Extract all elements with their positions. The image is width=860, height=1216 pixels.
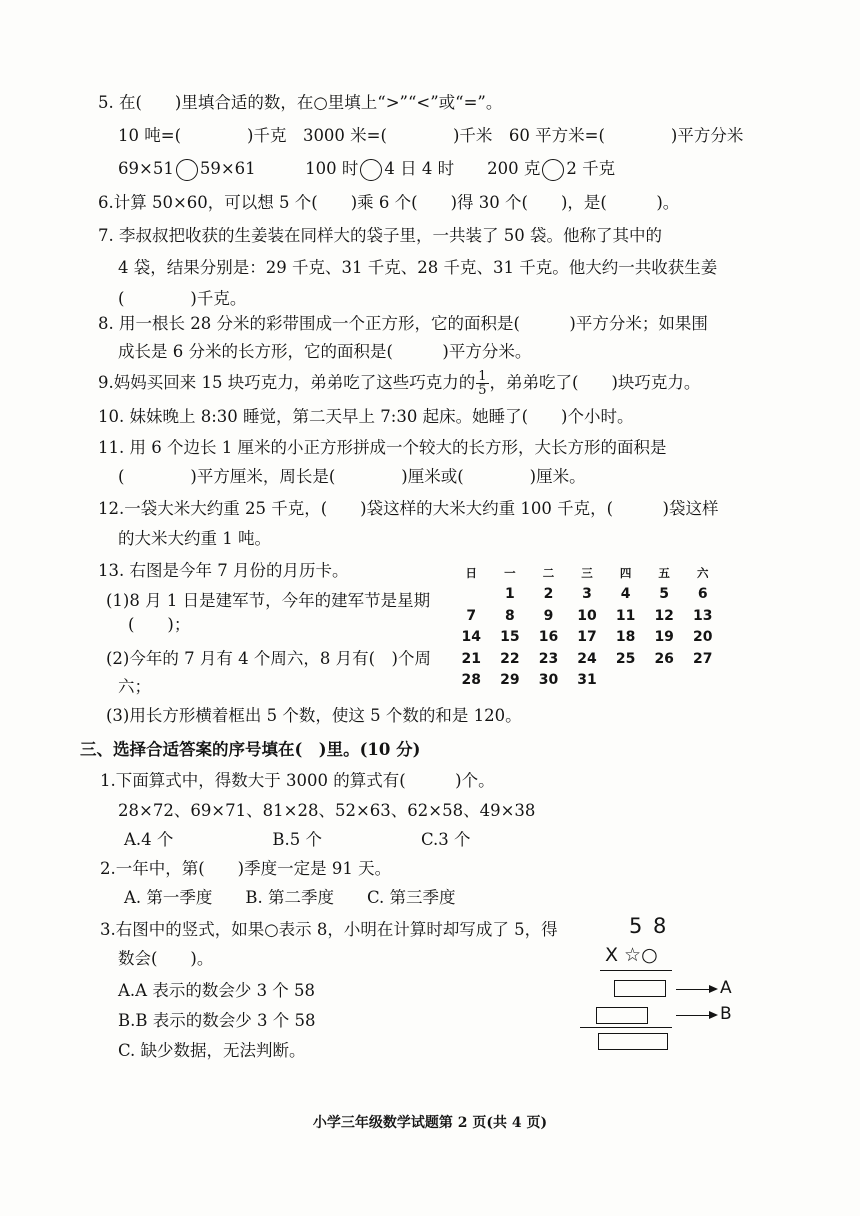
calendar-day: 6 — [697, 586, 708, 603]
q5-cmp-1: 69×51 — [118, 159, 174, 178]
calendar-day: 26 — [654, 650, 674, 667]
q6: 6.计算 50×60，可以想 5 个( )乘 6 个( )得 30 个( )，是( )。 — [98, 193, 680, 212]
calendar-day: 25 — [615, 650, 636, 667]
calendar-day: 24 — [577, 650, 597, 667]
q9-text-post: ，弟弟吃了( )块巧克力。 — [489, 373, 701, 392]
weekday-label: 六 — [697, 565, 709, 580]
calendar-day: 17 — [577, 629, 597, 646]
q7-line-1: 7. 李叔叔把收获的生姜装在同样大的袋子里，一共装了 50 袋。他称了其中的 — [98, 226, 662, 245]
q8-line-2: 成长是 6 分米的长方形，它的面积是( )平方分米。 — [118, 342, 532, 361]
q5-title: 5. 在( )里填合适的数，在○里填上“>”“<”或“=”。 — [98, 93, 503, 112]
choice-1: 1.下面算式中，得数大于 3000 的算式有( )个。 — [100, 771, 495, 790]
q5-cmp-4: 2 千克 — [566, 159, 616, 178]
section-3-heading: 三、选择合适答案的序号填在( )里。(10 分) — [80, 740, 421, 759]
fraction-denominator: 5 — [478, 383, 487, 398]
choice-3-line-1: 3.右图中的竖式，如果○表示 8，小明在计算时却写成了 5，得 — [100, 920, 558, 939]
calendar-week-row — [452, 627, 722, 649]
calendar-day: 11 — [615, 607, 636, 624]
q13-title: 13. 右图是今年 7 月份的月历卡。 — [98, 561, 349, 580]
multiplier-row: X ☆○ — [605, 944, 658, 966]
calendar-day: 13 — [693, 607, 713, 624]
weekday-label: 三 — [581, 565, 593, 580]
calendar-week-row — [452, 584, 722, 606]
q7-line-3: ( )千克。 — [118, 289, 247, 308]
calendar-day: 4 — [620, 586, 631, 603]
q5-conversions: 10 吨=( )千克 3000 米=( )千米 60 平方米=( )平方分米 — [118, 126, 744, 145]
compare-circle-2[interactable] — [360, 159, 382, 181]
q11-line-2: ( )平方厘米，周长是( )厘米或( )厘米。 — [118, 467, 586, 486]
q13-part3: (3)用长方形横着框出 5 个数，使这 5 个数的和是 120。 — [106, 706, 522, 725]
weekday-label: 日 — [465, 565, 478, 580]
calendar-day: 7 — [466, 607, 477, 624]
q5-comparisons — [118, 158, 615, 181]
weekday-label: 四 — [619, 565, 632, 580]
product-box[interactable] — [598, 1033, 668, 1050]
calendar-day: 18 — [615, 629, 636, 646]
weekday-label: 五 — [658, 565, 670, 580]
calendar-day: 3 — [582, 586, 592, 603]
partial-product-a-box[interactable] — [614, 980, 666, 997]
calendar-day: 28 — [461, 672, 482, 689]
calendar-day: 22 — [500, 650, 520, 667]
choice-1-expressions: 28×72、69×71、81×28、52×63、62×58、49×38 — [118, 801, 536, 820]
q13-part1-line-1: (1)8 月 1 日是建军节，今年的建军节是星期 — [106, 591, 431, 610]
multiplicand-58: 5 8 — [629, 914, 669, 938]
q11-line-1: 11. 用 6 个边长 1 厘米的小正方形拼成一个较大的长方形，大长方形的面积是 — [98, 438, 667, 457]
calendar-day: 9 — [543, 607, 554, 624]
q9 — [98, 370, 700, 397]
calc-rule-1 — [600, 970, 672, 971]
q5-cmp-3: 4 日 4 时 200 克 — [384, 159, 541, 178]
calendar-weekday-row — [452, 562, 722, 584]
calendar-day: 27 — [693, 650, 713, 667]
q13-part2-line-1: (2)今年的 7 月有 4 个周六，8 月有( )个周 — [106, 649, 431, 668]
compare-circle-1[interactable] — [176, 159, 198, 181]
label-b: B — [720, 1004, 732, 1024]
q12-line-2: 的大米大约重 1 吨。 — [118, 529, 271, 548]
choice-3-option-b: B.B 表示的数会少 3 个 58 — [118, 1011, 316, 1030]
choice-2: 2.一年中，第( )季度一定是 91 天。 — [100, 859, 392, 878]
calendar-day: 5 — [659, 586, 670, 603]
q13-part2-line-2: 六； — [118, 677, 151, 696]
choice-1-options: A.4 个 B.5 个 C.3 个 — [124, 830, 471, 849]
choice-3-line-2: 数会( )。 — [118, 949, 214, 968]
calendar-week-row — [452, 648, 722, 670]
calendar-day: 1 — [504, 586, 515, 603]
q5-cmp-2: 59×61 100 时 — [199, 159, 359, 178]
q7-line-2: 4 袋，结果分别是：29 千克、31 千克、28 千克、31 千克。他大约一共收获生姜 — [118, 258, 718, 277]
calendar-day: 21 — [461, 650, 482, 667]
q12-line-1: 12.一袋大米大约重 25 千克，( )袋这样的大米大约重 100 千克，( )袋这样 — [98, 499, 719, 518]
calendar-day: 14 — [461, 629, 482, 646]
calendar-day: 15 — [500, 629, 520, 646]
weekday-label: 一 — [504, 565, 516, 580]
calendar-week-row — [452, 670, 722, 692]
label-a: A — [720, 978, 732, 998]
fraction-numerator: 1 — [478, 369, 487, 384]
calendar-day: 29 — [500, 672, 520, 689]
calendar-week-row — [452, 605, 722, 627]
july-calendar — [452, 562, 722, 691]
calendar-day: 10 — [577, 607, 597, 624]
calendar-day: 23 — [538, 650, 559, 667]
choice-3-option-c: C. 缺少数据，无法判断。 — [118, 1041, 306, 1060]
weekday-label: 二 — [542, 565, 555, 580]
arrow-right-icon — [676, 989, 716, 990]
compare-circle-3[interactable] — [542, 159, 564, 181]
calendar-day: 30 — [538, 672, 559, 689]
q10: 10. 妹妹晚上 8:30 睡觉，第二天早上 7:30 起床。她睡了( )个小时。 — [98, 407, 634, 426]
calendar-day: 8 — [504, 607, 515, 624]
q8-line-1: 8. 用一根长 28 分米的彩带围成一个正方形，它的面积是( )平方分米；如果围 — [98, 314, 708, 333]
fraction-one-fifth — [476, 370, 488, 397]
calc-rule-2 — [580, 1027, 672, 1028]
calendar-day: 19 — [654, 629, 674, 646]
choice-3-option-a: A.A 表示的数会少 3 个 58 — [118, 981, 316, 1000]
calendar-day: 31 — [577, 672, 597, 689]
choice-2-options: A. 第一季度 B. 第二季度 C. 第三季度 — [124, 888, 456, 907]
partial-product-b-box[interactable] — [596, 1007, 648, 1024]
calendar-day: 20 — [693, 629, 713, 646]
q9-text-pre: 9.妈妈买回来 15 块巧克力，弟弟吃了这些巧克力的 — [98, 373, 476, 392]
q13-part1-line-2: ( )； — [128, 615, 191, 634]
calendar-day: 16 — [538, 629, 559, 646]
calendar-day: 2 — [543, 586, 554, 603]
calendar-day: 12 — [654, 607, 674, 624]
arrow-right-icon — [676, 1015, 716, 1016]
page-footer: 小学三年级数学试题第 2 页(共 4 页) — [312, 1115, 548, 1131]
